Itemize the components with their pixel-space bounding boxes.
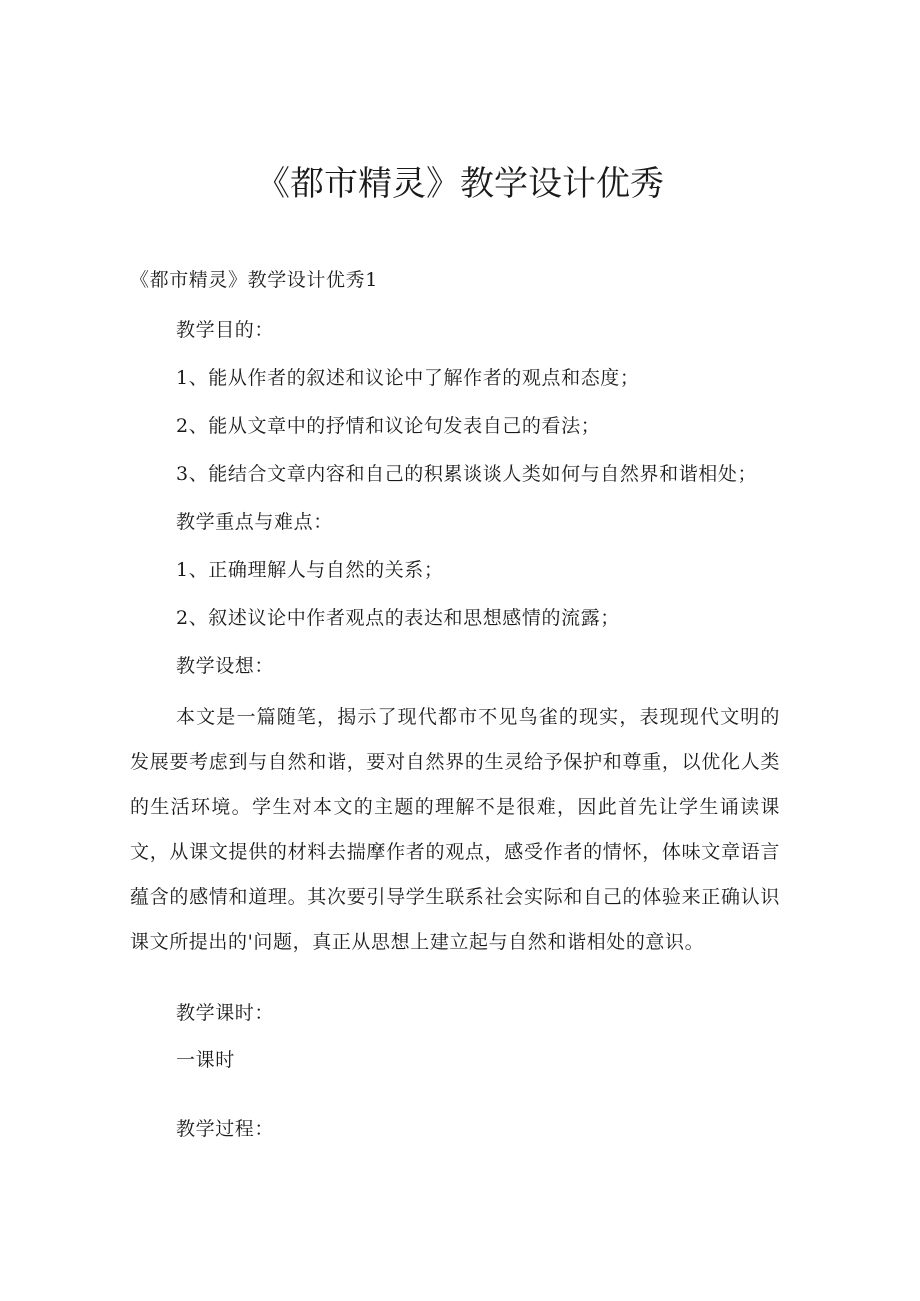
process-heading: 教学过程： <box>176 1118 275 1140</box>
goal-item-3: 3、能结合文章内容和自己的积累谈谈人类如何与自然界和谐相处； <box>176 463 758 485</box>
key-point-item-1: 1、正确理解人与自然的关系； <box>176 559 444 581</box>
goal-item-1: 1、能从作者的叙述和议论中了解作者的观点和态度； <box>176 367 640 389</box>
key-points-heading: 教学重点与难点： <box>176 511 333 533</box>
hours-heading: 教学课时： <box>176 1002 275 1024</box>
document-title: 《都市精灵》教学设计优秀 <box>256 164 664 204</box>
goal-item-2: 2、能从文章中的抒情和议论句发表自己的看法； <box>176 415 601 437</box>
key-point-item-2: 2、叙述议论中作者观点的表达和思想感情的流露； <box>176 607 620 629</box>
goals-heading: 教学目的： <box>176 319 275 341</box>
section-subtitle: 《都市精灵》教学设计优秀1 <box>130 269 378 291</box>
concept-paragraph: 本文是一篇随笔，揭示了现代都市不见鸟雀的现实，表现现代文明的发展要考虑到与自然和谐，要对自然界的生灵给予保护和尊重，以优化人类的生活环境。学生对本文的主题的理解不是很难，因此首先让学生诵读课文，从课文提供的材料去揣摩作者的观点，感受作者的情怀，体味文章语言蕴含的感情和道理。其次要引导学生联系社会实际和自己的体验来正确认识课文所提出的'问题，真正从思想上建立起与自然和谐相处的意识。 <box>130 706 780 953</box>
concept-heading: 教学设想： <box>176 655 275 677</box>
hours-value: 一课时 <box>176 1049 235 1071</box>
